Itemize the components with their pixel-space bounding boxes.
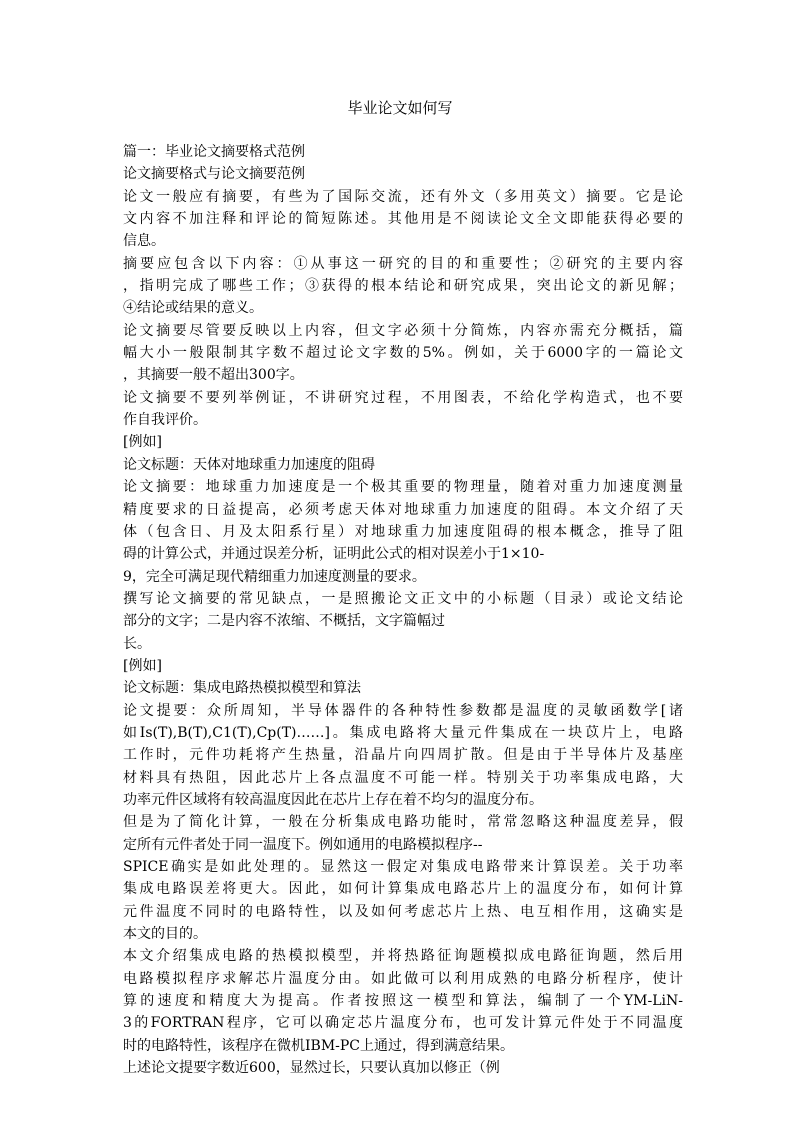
text-line: SPICE确实是如此处理的。显然这一假定对集成电路带来计算误差。关于功率 [123,859,683,875]
text-line: 元件温度不同时的电路特性，以及如何考虑芯片上热、电互相作用，这确实是 [123,903,683,920]
text-line: 9，完全可满足现代精细重力加速度测量的要求。 [123,568,426,585]
document-title: 毕业论文如何写 [347,99,453,117]
text-line: 幅大小一般限制其字数不超过论文字数的5%。例如，关于6000字的一篇论文 [123,345,683,362]
text-line: 论文摘要尽管要反映以上内容，但文字必须十分简炼，内容亦需充分概括，篇 [123,322,683,339]
text-line: 材料具有热阻，因此芯片上各点温度不可能一样。特别关于功率集成电路，大 [123,769,683,786]
text-line: 论文标题：天体对地球重力加速度的阻碍 [123,456,375,473]
text-line: 论文摘要：地球重力加速度是一个极其重要的物理量，随着对重力加速度测量 [123,479,683,496]
text-line: 3的FORTRAN程序，它可以确定芯片温度分布，也可发计算元件处于不同温度 [123,1015,683,1032]
text-line: 篇一：毕业论文摘要格式范例 [123,144,305,160]
text-line: 定所有元件者处于同一温度下。例如通用的电路模拟程序-- [123,836,483,853]
text-line: 精度要求的日益提高，必须考虑天体对地球重力加速度的阻碍。本文介绍了天 [123,501,683,518]
text-line: 论文摘要格式与论文摘要范例 [123,166,305,183]
text-line: 撰写论文摘要的常见缺点，一是照搬论文正文中的小标题（目录）或论文结论 [123,590,683,607]
text-line: 碍的计算公式，并通过误差分析，证明此公式的相对误差小于1×10- [123,546,545,563]
text-line: 集成电路误差将更大。因此，如何计算集成电路芯片上的温度分布，如何计算 [123,881,683,898]
text-line: [例如] [123,657,162,674]
text-line: 但是为了简化计算，一般在分析集成电路功能时，常常忽略这种温度差异，假 [123,814,683,831]
text-line: 算的速度和精度大为提高。作者按照这一模型和算法，编制了一个YM-LiN- [123,993,683,1010]
text-line: 工作时，元件功耗将产生热量，沿晶片向四周扩散。但是由于半导体片及基座 [123,747,683,764]
text-line: 电路模拟程序求解芯片温度分由。如此做可以利用成熟的电路分析程序，使计 [123,970,683,987]
text-line: 体（包含日、月及太阳系行星）对地球重力加速度阻碍的根本概念，推导了阻 [123,523,683,540]
text-line: 本文介绍集成电路的热模拟模型，并将热路征询题模拟成电路征询题，然后用 [123,948,683,965]
text-line: 作自我评价。 [123,412,207,429]
text-line: 上述论文提要字数近600，显然过长，只要认真加以修正（例 [123,1060,500,1077]
text-line: 摘要应包含以下内容：①从事这一研究的目的和重要性；②研究的主要内容 [123,255,683,272]
text-line: 文内容不加注释和评论的简短陈述。其他用是不阅读论文全文即能获得必要的 [123,211,683,228]
text-line: 本文的目的。 [123,926,207,943]
text-line: 如Is(T),B(T),C1(T),Cp(T)……]。集成电路将大量元件集成在一块苡片上，电路 [123,724,683,741]
text-line: 论文提要：众所周知，半导体器件的各种特性参数都是温度的灵敏函数学[诸 [123,702,683,719]
text-line: ④结论或结果的意义。 [123,300,263,317]
text-line: 信息。 [123,233,165,250]
text-line: 时的电路特性，该程序在微机IBM-PC上通过，得到满意结果。 [123,1037,515,1054]
text-line: 长。 [123,635,151,652]
text-line: 论文标题：集成电路热模拟模型和算法 [123,680,361,697]
text-line: [例如] [123,434,162,451]
text-line: 部分的文字；二是内容不浓缩、不概括，文字篇幅过 [123,613,445,630]
document-body [123,141,683,1079]
text-line: ，指明完成了哪些工作；③获得的根本结论和研究成果，突出论文的新见解； [123,278,683,295]
text-line: 论文摘要不要列举例证，不讲研究过程，不用图表，不给化学构造式，也不要 [123,389,683,406]
text-line: 功率元件区域将有较高温度因此在芯片上存在着不均匀的温度分布。 [123,791,543,808]
text-line: ，其摘要一般不超出300字。 [123,367,304,384]
text-line: 论文一般应有摘要，有些为了国际交流，还有外文（多用英文）摘要。它是论 [123,188,683,205]
